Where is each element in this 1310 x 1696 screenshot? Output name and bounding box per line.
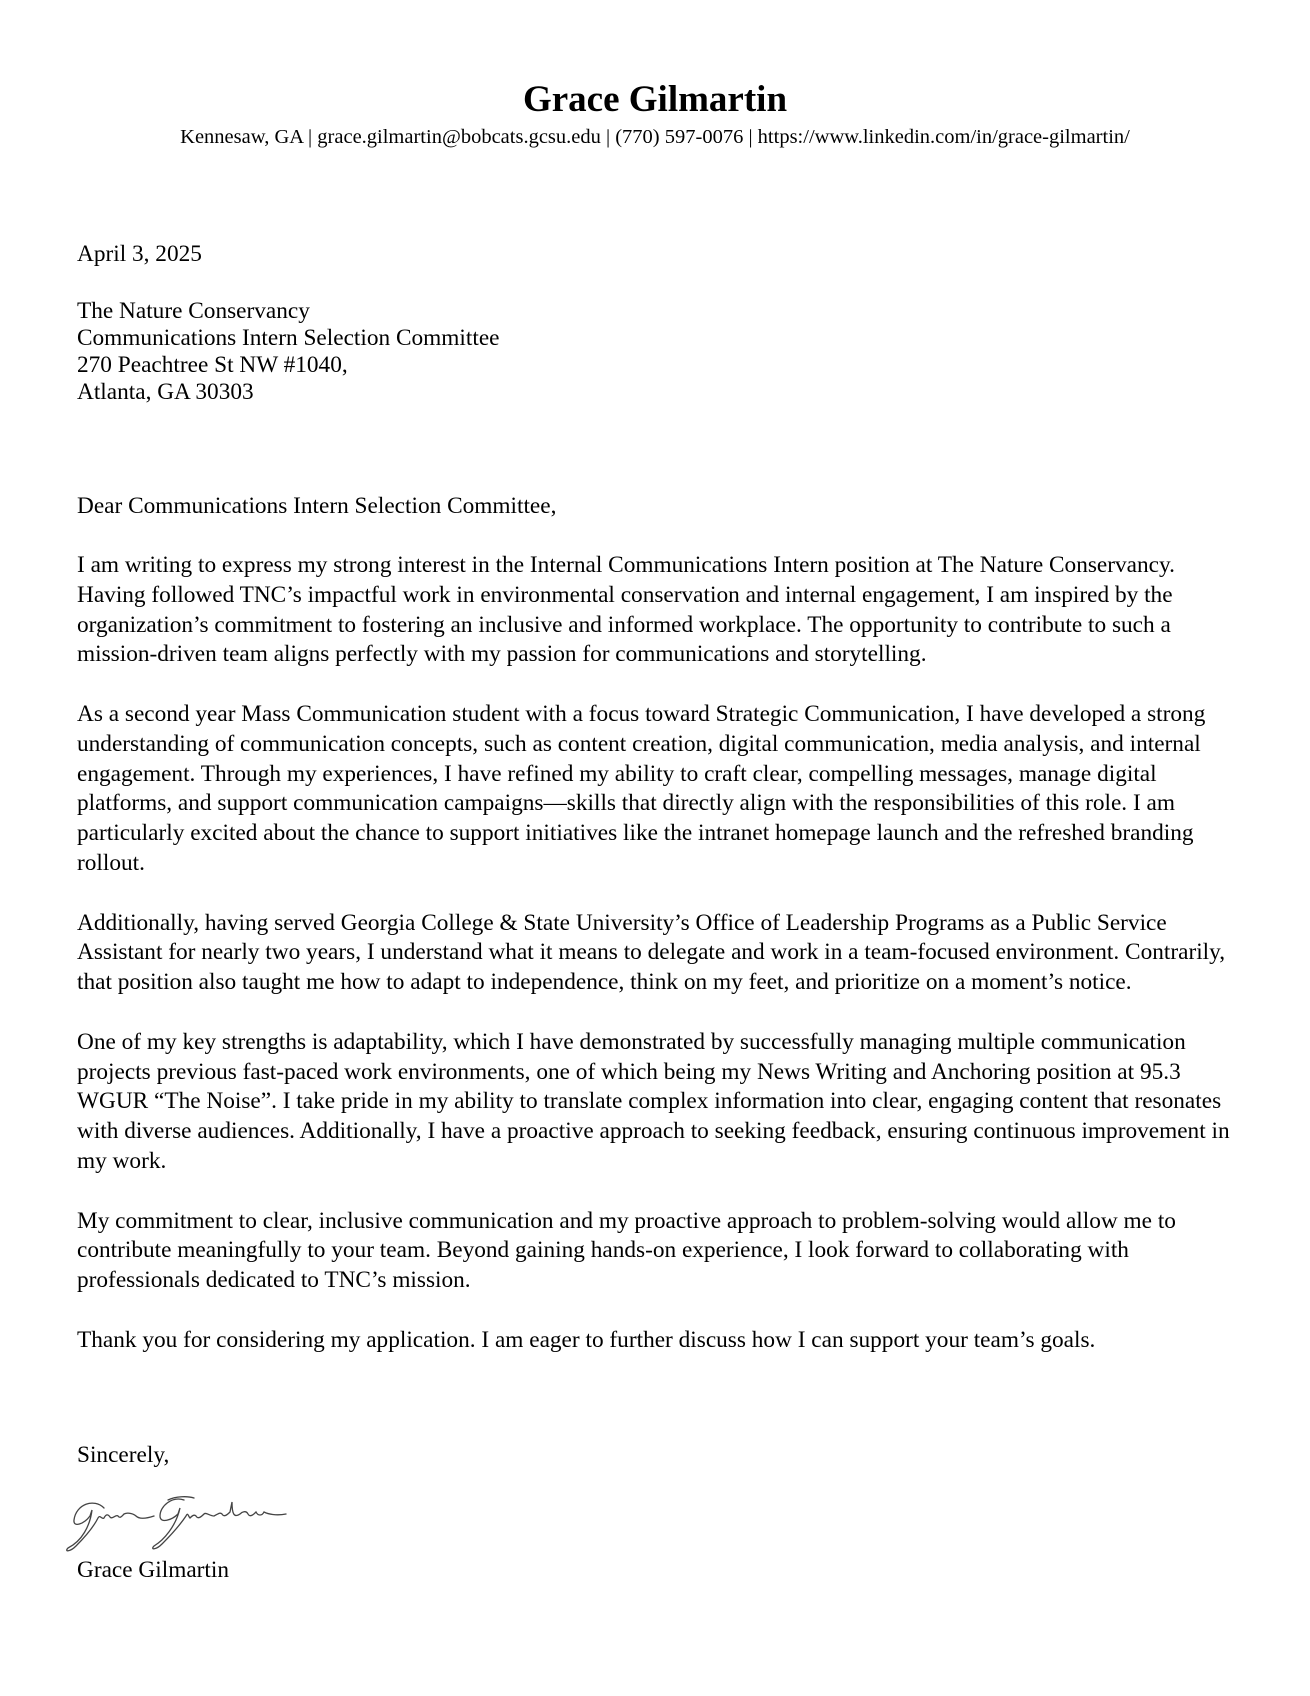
letter-body (77, 551, 1247, 1385)
body-paragraph: I am writing to express my strong interest in the Internal Communications Intern position at The Nature Conservancy. Having followed TNC’s impactful work in environmental conservation and internal engagement, I am inspired by the organization’s commitment to fostering an inclusive and informed workplace. The opportunity to contribute to such a mission-driven team aligns perfectly with my passion for communications and storytelling. (77, 552, 1175, 668)
recipient-line: 270 Peachtree St NW #1040, (77, 352, 348, 378)
closing: Sincerely, (77, 1442, 170, 1468)
handwritten-signature (64, 1486, 364, 1556)
applicant-name: Grace Gilmartin (522, 79, 788, 120)
recipient-line: The Nature Conservancy (77, 298, 310, 324)
body-paragraph: One of my key strengths is adaptability, which I have demonstrated by successfully managing multiple communication projects previous fast-paced work environments, one of which being my News Writing and Anchoring position at 95.3 WGUR “The Noise”. I take pride in my ability to translate complex information into clear, engaging content that resonates with diverse audiences. Additionally, I have a proactive approach to seeking feedback, ensuring continuous improvement in my work. (77, 1028, 1230, 1174)
body-paragraph: Thank you for considering my application. I am eager to further discuss how I can support your team’s goals. (77, 1326, 1096, 1353)
signed-name: Grace Gilmartin (77, 1557, 230, 1583)
recipient-line: Communications Intern Selection Committee (77, 325, 500, 351)
contact-line: Kennesaw, GA | grace.gilmartin@bobcats.gcsu.edu | (770) 597-0076 | https://www.linkedin.com/in/grace-gilmartin/ (180, 126, 1130, 148)
letter-date: April 3, 2025 (77, 241, 202, 267)
recipient-address (77, 298, 1247, 406)
salutation: Dear Communications Intern Selection Committee, (77, 493, 557, 519)
body-paragraph: As a second year Mass Communication student with a focus toward Strategic Communication, I have developed a strong understanding of communication concepts, such as content creation, digital communication, media analysis, and internal engagement. Through my experiences, I have refined my ability to craft clear, compelling messages, manage digital platforms, and support communication campaigns—skills that directly align with the responsibilities of this role. I am particularly excited about the chance to support initiatives like the intranet homepage launch and the refreshed branding rollout. (77, 700, 1206, 876)
recipient-line: Atlanta, GA 30303 (77, 379, 254, 405)
body-paragraph: Additionally, having served Georgia College & State University’s Office of Leadership Programs as a Public Service Assistant for nearly two years, I understand what it means to delegate and work in a team-focused environment. Contrarily, that position also taught me how to adapt to independence, think on my feet, and prioritize on a moment’s notice. (77, 909, 1226, 996)
body-paragraph: My commitment to clear, inclusive communication and my proactive approach to problem-solving would allow me to contribute meaningfully to your team. Beyond gaining hands-on experience, I look forward to collaborating with professionals dedicated to TNC’s mission. (77, 1207, 1176, 1294)
